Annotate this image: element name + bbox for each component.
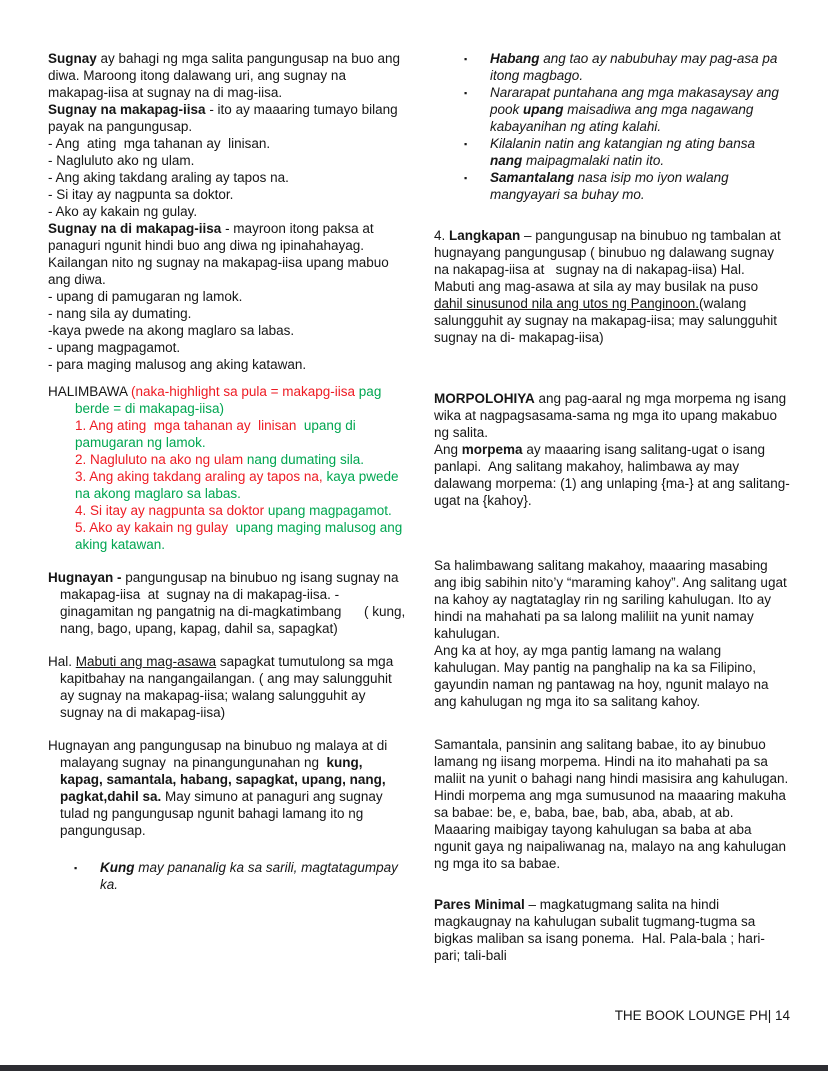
paragraph [48, 101, 406, 135]
text-line [48, 288, 406, 305]
text-run: nang dumating sila. [246, 452, 364, 467]
text-line [48, 305, 406, 322]
text-run: - mayroon itong paksa at panaguri ngunit hindi buo ang diwa ng ipinahahayag. Kailangan nito ng sugnay na makapag-iisa upang mabuo ang diwa. [48, 221, 393, 287]
text-line [48, 169, 406, 186]
text-run: Kilalanin natin ang katangian ng ating bansa [490, 136, 759, 151]
text-run: - ito ay maaaring tumayo bilang payak na pangungusap. [48, 102, 402, 134]
text-run: May simuno at panaguri ang sugnay tulad ng pangungusap ngunit bahagi lamang ito ng pangungusap. [60, 789, 387, 838]
text-run: 1. Ang ating mga tahanan ay linisan [75, 418, 297, 433]
text-line [75, 451, 406, 468]
text-run: (naka-highlight sa pula = makapg-iisa [131, 384, 359, 399]
bullet-item [490, 169, 790, 203]
text-run: ay maaaring isang salitang-ugat o isang panlapi. Ang salitang makahoy, halimbawa ay may dalawang morpema: (1) ang unlaping {ma-} at ang salitang-ugat na {kahoy}. [434, 442, 790, 508]
text-run: – pangungusap na binubuo ng tambalan at hugnayang pangungusap ( binubuo ng dalawang sugnay na nakapag-iisa at sugnay na di nakapag-iisa) Hal. Mabuti ang mag-asawa at sila ay may busilak na puso [434, 228, 785, 294]
text-run: Langkapan [449, 228, 521, 243]
paragraph [434, 390, 790, 509]
text-run: kaya pwede na akong maglaro sa labas. [75, 469, 403, 501]
text-run: sapagkat tumutulong sa mga kapitbahay na nangangailangan. ( ang may salungguhit ay sugnay na makapag-iisa; walang salungguhit ay sugnay na di makapag-iisa) [60, 654, 397, 720]
left-column [48, 50, 409, 893]
text-run: 4. [434, 228, 450, 243]
text-run: ang tao ay nabubuhay may pag-asa pa itong magbago. [490, 51, 782, 83]
text-run: upang di pamugaran ng lamok. [75, 418, 360, 450]
text-run: Nararapat puntahana ang mga makasaysay ang pook [490, 85, 783, 117]
text-run: nang [490, 153, 523, 168]
paragraph [434, 557, 790, 710]
bullet-item [490, 84, 790, 135]
text-run: ay bahagi ng mga salita pangungusap na buo ang diwa. Maroong itong dalawang uri, ang sugnay na makapag-iisa at sugnay na di mag-iisa. [48, 51, 404, 100]
text-line [48, 203, 406, 220]
text-run: upang maging malusog ang aking katawan. [75, 520, 406, 552]
text-run: Samantalang [490, 170, 575, 185]
text-run: Sugnay na makapag-iisa [48, 102, 206, 117]
text-run: nasa isip mo iyon walang mangyayari sa buhay mo. [490, 170, 733, 202]
text-run: Samantala, pansinin ang salitang babae, ito ay binubuo lamang ng iisang morpema. Hindi na ito mahahati pa sa maliit na yunit o bahagi nang hindi masisira ang kahulugan. Hindi morpema ang mga sumusunod na maaaring makuha sa babae: be, e, baba, bae, bab, aba, abab, at ab. Maaaring maibigay tayong kahulugan sa baba at aba ngunit gaya ng naipaliwanag na, malayo na ang kahulugan ng mga ito sa babae. [434, 737, 792, 871]
paragraph [48, 653, 406, 721]
text-run: – magkatugmang salita na hindi magkaugnay na kahulugan subalit tugmang-tugma sa bigkas maliban sa isang ponema. Hal. Pala-bala ; hari- pari; tali-bali [434, 897, 769, 963]
text-run: maisadiwa ang mga nagawang kabayanihan ng ating kalahi. [490, 102, 758, 134]
text-run: Sugnay na di makapag-iisa [48, 221, 222, 236]
text-run: Hugnayan - [48, 570, 122, 585]
text-run: HALIMBAWA [48, 384, 132, 399]
text-run: Hugnayan ang pangungusap na binubuo ng malaya at di malayang sugnay na pinangungunahan ng [48, 738, 395, 770]
text-run: 3. Ang aking takdang araling ay tapos na, [75, 469, 323, 484]
text-line [48, 186, 406, 203]
text-run: Hal. [48, 654, 76, 669]
text-line [48, 152, 406, 169]
text-run: - upang magpagamot. [48, 340, 181, 355]
text-run: - Ako ay kakain ng gulay. [48, 204, 198, 219]
right-column [434, 50, 790, 964]
text-run: morpema [461, 442, 523, 457]
text-run: - Ang ating mga tahanan ay linisan. [48, 136, 271, 151]
text-line [75, 468, 406, 502]
text-run: Kung [100, 860, 135, 875]
text-line [48, 135, 406, 152]
text-run: maipagmalaki natin ito. [522, 153, 665, 168]
text-line [48, 322, 406, 339]
paragraph [434, 736, 790, 872]
paragraph [48, 737, 406, 839]
text-run: - para maging malusog ang aking katawan. [48, 357, 307, 372]
bullet-list [48, 859, 406, 893]
paragraph [48, 569, 409, 637]
bullet-item [100, 859, 406, 893]
page-footer: THE BOOK LOUNGE PH| 14 [614, 1008, 790, 1023]
text-run: upang [523, 102, 564, 117]
text-run: - upang di pamugaran ng lamok. [48, 289, 243, 304]
text-run: - Si itay ay nagpunta sa doktor. [48, 187, 234, 202]
text-run: pag berde = di makapag-iisa) [75, 384, 386, 416]
text-run: 4. Si itay ay nagpunta sa doktor [75, 503, 268, 518]
text-run: Pares Minimal [434, 897, 525, 912]
line-group [48, 288, 406, 373]
text-run: Ang ka at hoy, ay mga pantig lamang na walang kahulugan. May pantig na panghalip na ka sa Filipino, gayundin naman ng pantawag na hoy, ngunit malayo na ang kahulugan ng mga ito sa salitang kahoy. [434, 643, 773, 709]
text-line [75, 417, 406, 451]
paragraph [48, 383, 406, 417]
text-run: Sugnay [48, 51, 97, 66]
line-group [48, 135, 406, 220]
text-run: ang pag-aaral ng mga morpema ng isang wika at nagpagsasama-sama ng mga ito upang makabuo ng salita. [434, 391, 790, 440]
text-run: kung, kapag, samantala, habang, sapagkat, upang, nang, pagkat,dahil sa. [60, 755, 390, 804]
line-group [48, 417, 406, 553]
bullet-list [434, 50, 790, 203]
bottom-edge [0, 1065, 828, 1071]
text-run: - Ang aking takdang araling ay tapos na. [48, 170, 289, 185]
text-run: - Nagluluto ako ng ulam. [48, 153, 195, 168]
text-run: - nang sila ay dumating. [48, 306, 192, 321]
text-run: may pananalig ka sa sarili, magtatagumpay ka. [100, 860, 402, 892]
text-run: 2. Nagluluto na ako ng ulam [75, 452, 247, 467]
paragraph [48, 50, 406, 101]
text-run: Sa halimbawang salitang makahoy, maaaring masabing ang ibig sabihin nito’y “maraming kahoy”. Ang salitang ugat na kahoy ay nagtataglay rin ng sariling kahulugan. Ito ay hindi na mahahati pa sa lalong maliliit na yunit namay kahulugan. [434, 558, 791, 641]
text-line [48, 356, 406, 373]
text-run: 5. Ako ay kakain ng gulay [75, 520, 232, 535]
text-line [48, 339, 406, 356]
text-run: -kaya pwede na akong maglaro sa labas. [48, 323, 295, 338]
paragraph [434, 227, 790, 346]
text-run: (walang salungguhit ay sugnay na makapag-iisa; may salungguhit sugnay na di- makapag-iisa) [434, 296, 781, 345]
text-run: upang magpagamot. [267, 503, 392, 518]
text-run: dahil sinusunod nila ang utos ng Panginoon. [434, 296, 699, 311]
bullet-item [490, 50, 790, 84]
text-run: Mabuti ang mag-asawa [75, 654, 217, 669]
bullet-item [490, 135, 790, 169]
text-run: MORPOLOHIYA [434, 391, 535, 406]
paragraph [48, 220, 406, 288]
text-run: Ang [434, 442, 462, 457]
paragraph [434, 896, 790, 964]
text-line [75, 502, 406, 519]
text-line [75, 519, 406, 553]
text-run: pangungusap na binubuo ng isang sugnay na makapag-iisa at sugnay na di makapag-iisa. - ginagamitan ng pangatnig na di-magkatimbang ( kung, nang, bago, upang, kapag, dahil sa, sapagkat) [60, 570, 409, 636]
text-run: Habang [490, 51, 540, 66]
